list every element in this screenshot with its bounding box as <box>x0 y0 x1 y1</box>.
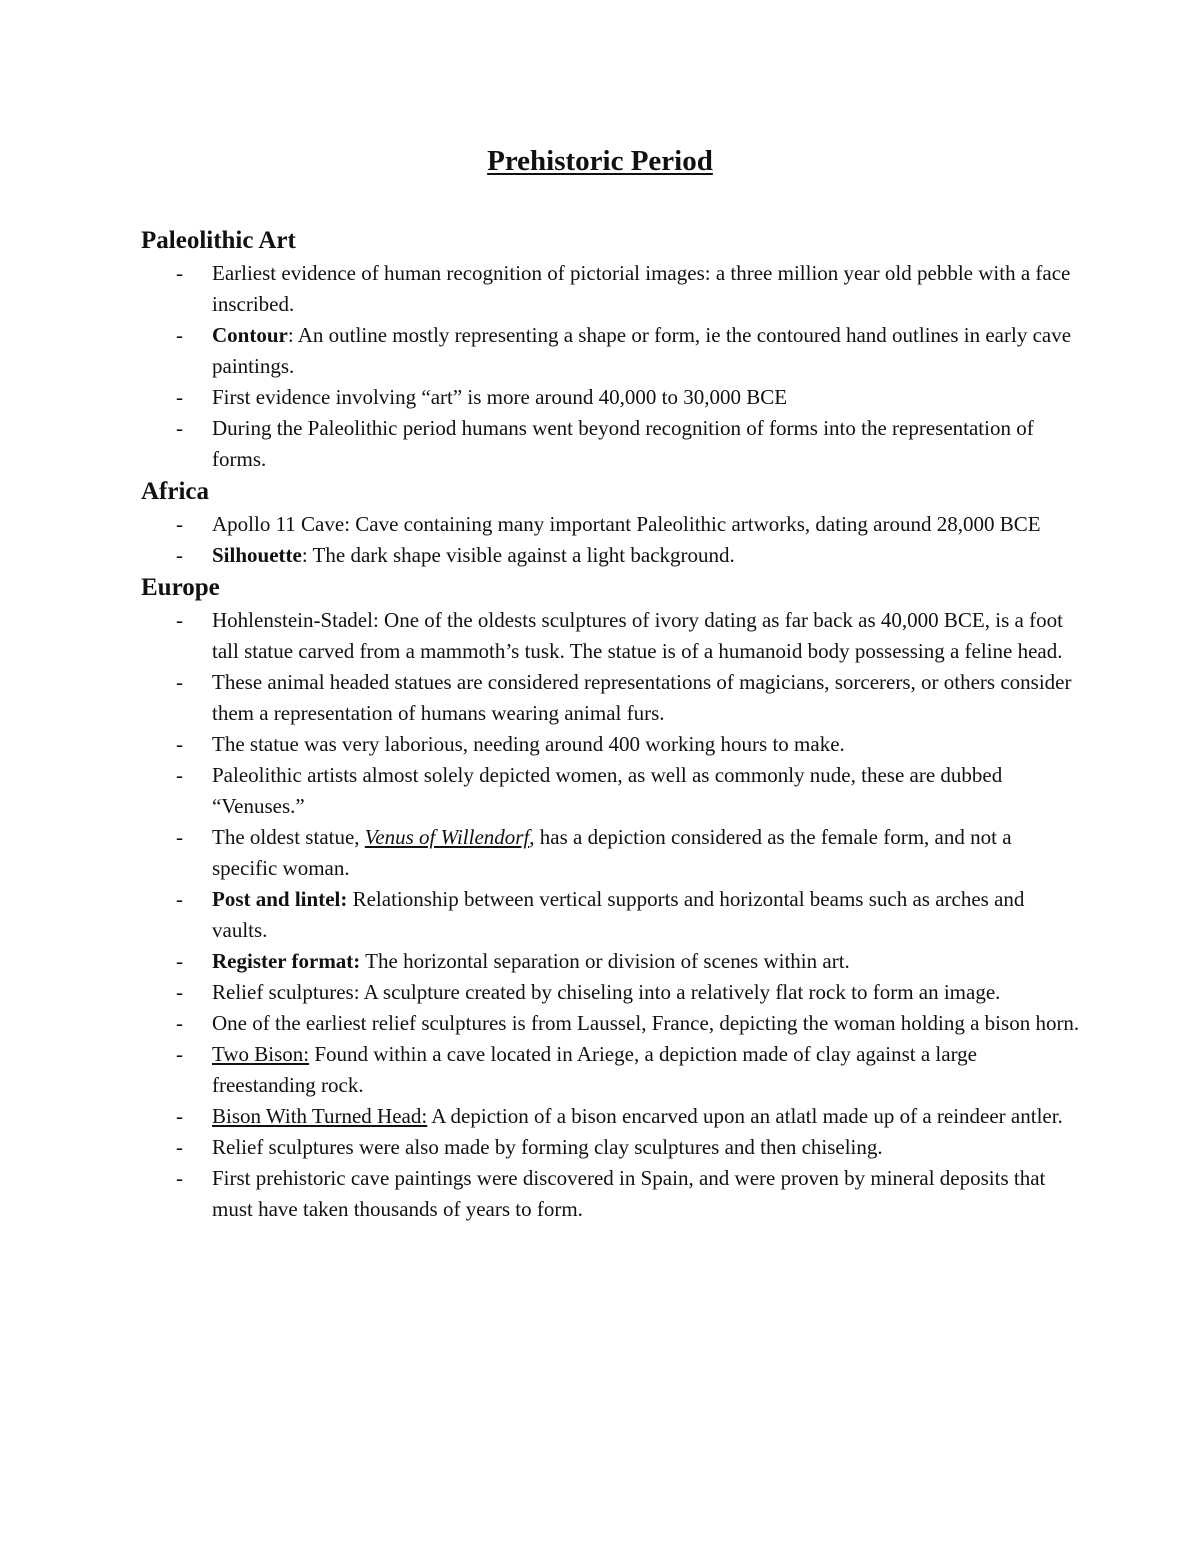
list-item <box>141 729 1081 760</box>
item-text: , has a depiction considered as the female form, and not a specific woman. <box>212 825 1012 880</box>
list-item <box>141 413 1081 475</box>
bullet-list-paleolithic <box>141 258 1081 475</box>
item-text: Relief sculptures: A sculpture created by chiseling into a relatively flat rock to form an image. <box>212 980 1001 1004</box>
list-item <box>141 382 1081 413</box>
bullet-dash: - <box>176 1104 183 1128</box>
bullet-dash: - <box>176 670 183 694</box>
list-item <box>141 1132 1081 1163</box>
bullet-dash: - <box>176 1166 183 1190</box>
item-prefix: The oldest statue, <box>212 825 365 849</box>
bullet-dash: - <box>176 385 183 409</box>
list-item <box>141 760 1081 822</box>
document-body <box>141 224 1081 1225</box>
bullet-dash: - <box>176 1135 183 1159</box>
bullet-list-africa <box>141 509 1081 571</box>
list-item <box>141 977 1081 1008</box>
term-venus-of-willendorf: Venus of Willendorf <box>364 825 530 849</box>
bullet-dash: - <box>176 261 183 285</box>
list-item <box>141 1163 1081 1225</box>
item-text: The horizontal separation or division of scenes within art. <box>360 949 850 973</box>
item-text: Apollo 11 Cave: Cave containing many important Paleolithic artworks, dating around 28,000 BCE <box>212 512 1041 536</box>
item-text: A depiction of a bison encarved upon an atlatl made up of a reindeer antler. <box>427 1104 1063 1128</box>
bullet-dash: - <box>176 416 183 440</box>
list-item <box>141 320 1081 382</box>
bullet-dash: - <box>176 732 183 756</box>
document-title: Prehistoric Period <box>487 145 713 177</box>
list-item <box>141 822 1081 884</box>
bullet-dash: - <box>176 980 183 1004</box>
item-text: During the Paleolithic period humans went beyond recognition of forms into the representation of forms. <box>212 416 1034 471</box>
term-contour: Contour <box>212 323 288 347</box>
term-post-and-lintel: Post and lintel: <box>212 887 348 911</box>
section-heading-europe: Europe <box>141 574 220 601</box>
list-item <box>141 667 1081 729</box>
list-item <box>141 258 1081 320</box>
bullet-dash: - <box>176 1011 183 1035</box>
bullet-dash: - <box>176 887 183 911</box>
item-text: Hohlenstein-Stadel: One of the oldests sculptures of ivory dating as far back as 40,000 BCE, is a foot tall statue carved from a mammoth’s tusk. The statue is of a humanoid body possessing a feline head. <box>212 608 1063 663</box>
bullet-dash: - <box>176 323 183 347</box>
item-text: These animal headed statues are considered representations of magicians, sorcerers, or others consider them a representation of humans wearing animal furs. <box>212 670 1072 725</box>
list-item <box>141 509 1081 540</box>
bullet-dash: - <box>176 1042 183 1066</box>
item-text: First prehistoric cave paintings were discovered in Spain, and were proven by mineral deposits that must have taken thousands of years to form. <box>212 1166 1046 1221</box>
bullet-dash: - <box>176 949 183 973</box>
term-register-format: Register format: <box>212 949 361 973</box>
list-item <box>141 884 1081 946</box>
item-text: First evidence involving “art” is more around 40,000 to 30,000 BCE <box>212 385 788 409</box>
bullet-dash: - <box>176 825 183 849</box>
list-item <box>141 1039 1081 1101</box>
item-text: : An outline mostly representing a shape or form, ie the contoured hand outlines in early cave paintings. <box>212 323 1072 378</box>
item-text: Relief sculptures were also made by forming clay sculptures and then chiseling. <box>212 1135 883 1159</box>
item-text: Paleolithic artists almost solely depicted women, as well as commonly nude, these are dubbed “Venuses.” <box>212 763 1003 818</box>
term-silhouette: Silhouette <box>212 543 302 567</box>
list-item <box>141 1101 1081 1132</box>
list-item <box>141 946 1081 977</box>
list-item <box>141 1008 1081 1039</box>
term-two-bison: Two Bison: <box>212 1042 310 1066</box>
section-heading-paleolithic: Paleolithic Art <box>141 227 296 254</box>
bullet-dash: - <box>176 512 183 536</box>
item-text: One of the earliest relief sculptures is from Laussel, France, depicting the woman holding a bison horn. <box>212 1011 1080 1035</box>
item-text: The statue was very laborious, needing around 400 working hours to make. <box>212 732 845 756</box>
item-text: Relationship between vertical supports and horizontal beams such as arches and vaults. <box>212 887 1025 942</box>
bullet-dash: - <box>176 543 183 567</box>
term-bison-with-turned-head: Bison With Turned Head: <box>212 1104 428 1128</box>
item-text: Earliest evidence of human recognition of pictorial images: a three million year old pebble with a face inscribed. <box>212 261 1071 316</box>
list-item <box>141 540 1081 571</box>
bullet-dash: - <box>176 763 183 787</box>
item-text: : The dark shape visible against a light background. <box>301 543 735 567</box>
section-heading-africa: Africa <box>141 478 210 505</box>
list-item <box>141 605 1081 667</box>
bullet-list-europe <box>141 605 1081 1225</box>
bullet-dash: - <box>176 608 183 632</box>
item-text: Found within a cave located in Ariege, a depiction made of clay against a large freestanding rock. <box>212 1042 978 1097</box>
